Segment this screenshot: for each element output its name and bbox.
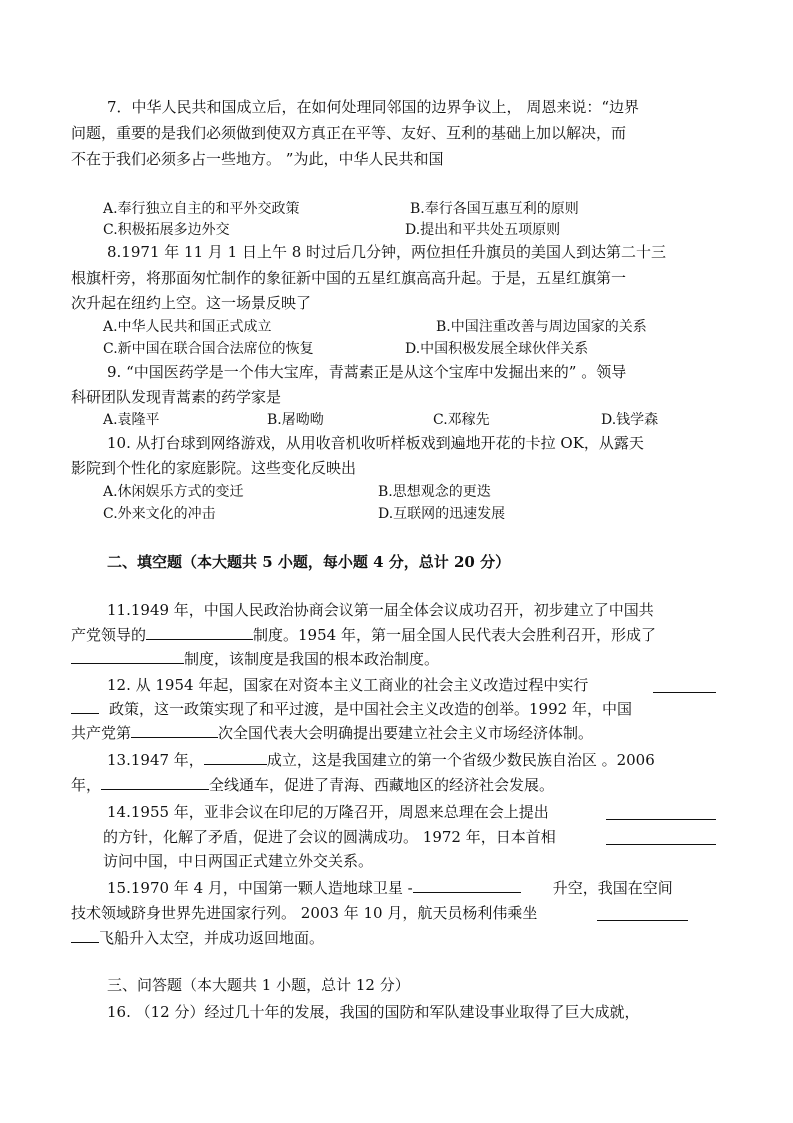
- q11-line3: [71, 648, 439, 670]
- q7-stem-line2: 问题，重要的是我们必须做到使双方真正在平等、友好、互利的基础上加以解决，而: [71, 124, 627, 142]
- q12-line2: [71, 698, 632, 720]
- q10-option-d: D.互联网的迅速发展: [378, 506, 506, 522]
- q9-option-a: A.袁隆平: [103, 412, 160, 428]
- q14-line3: 访问中国，中日两国正式建立外交关系。: [103, 852, 374, 870]
- q9-option-b: B.屠呦呦: [267, 412, 324, 428]
- q14-blank-2[interactable]: [606, 830, 716, 845]
- q11-line2-end: 制度。1954 年，第一届全国人民代表大会胜利召开，形成了: [253, 626, 656, 644]
- q15-line1-end: 升空，我国在空间: [552, 879, 673, 897]
- q11-blank-2[interactable]: [71, 649, 184, 664]
- q12-blank-2[interactable]: [131, 723, 218, 738]
- section-3-heading: 三、问答题（本大题共 1 小题，总计 12 分）: [107, 976, 410, 994]
- q13-line1: [107, 749, 655, 771]
- q7-stem-line1: 7．中华人民共和国成立后，在如何处理同邻国的边界争议上， 周恩来说：“边界: [107, 98, 639, 116]
- q15-line1: [107, 877, 673, 899]
- q8-stem-line1: 8.1971 年 11 月 1 日上午 8 时过后几分钟，两位担任升旗员的美国人到达第二十三: [107, 243, 667, 261]
- q15-blank-1[interactable]: [413, 878, 521, 893]
- q15-line3-end: 飞船升入太空，并成功返回地面。: [99, 929, 325, 947]
- q12-line3: [71, 722, 593, 744]
- q11-blank-1[interactable]: [146, 625, 253, 640]
- q9-option-d: D.钱学森: [601, 412, 659, 428]
- q15-line3: [71, 927, 324, 949]
- q15-line1-start: 15.1970 年 4 月，中国第一颗人造地球卫星 -: [107, 879, 413, 897]
- q13-line2-end: 全线通车，促进了青海、西藏地区的经济社会发展。: [209, 776, 555, 794]
- q10-option-a: A.休闲娱乐方式的变迁: [103, 484, 244, 500]
- q14-line2: 的方针，化解了矛盾，促进了会议的圆满成功。 1972 年，日本首相: [103, 828, 556, 846]
- q12-blank-1b[interactable]: [71, 699, 99, 714]
- q7-stem-line3: 不在于我们必须多占一些地方。 ”为此，中华人民共和国: [71, 150, 444, 168]
- q9-option-c: C.邓稼先: [433, 412, 490, 428]
- q8-option-d: D.中国积极发展全球伙伴关系: [405, 341, 589, 357]
- q9-stem-line1: 9. “中国医药学是一个伟大宝库，青蒿素正是从这个宝库中发掘出来的” 。领导: [107, 363, 627, 381]
- q7-option-a: A.奉行独立自主的和平外交政策: [103, 201, 300, 217]
- q8-option-a: A.中华人民共和国正式成立: [103, 319, 272, 335]
- q12-line1-text: 12. 从 1954 年起，国家在对资本主义工商业的社会主义改造过程中实行: [107, 676, 589, 694]
- q13-blank-1[interactable]: [204, 750, 267, 765]
- q7-option-c: C.积极拓展多边外交: [103, 222, 230, 238]
- q12-line3-end: 次全国代表大会明确提出要建立社会主义市场经济体制。: [218, 724, 594, 742]
- q8-option-c: C.新中国在联合国合法席位的恢复: [103, 341, 314, 357]
- q14-line1: 14.1955 年，亚非会议在印尼的万隆召开，周恩来总理在会上提出: [107, 803, 549, 821]
- q13-blank-2[interactable]: [101, 775, 209, 790]
- q12-blank-1a[interactable]: [653, 678, 716, 693]
- q11-line3-end: 制度，该制度是我国的根本政治制度。: [184, 650, 440, 668]
- q12-line2-text: 政策，这一政策实现了和平过渡，是中国社会主义改造的创举。1992 年，中国: [109, 700, 632, 718]
- q10-option-c: C.外来文化的冲击: [103, 506, 216, 522]
- q8-stem-line3: 次升起在纽约上空。这一场景反映了: [71, 294, 312, 312]
- q15-blank-2a[interactable]: [597, 906, 688, 921]
- q16-line1: 16. （12 分）经过几十年的发展，我国的国防和军队建设事业取得了巨大成就，: [107, 1003, 640, 1021]
- q13-line1-end: 成立，这是我国建立的第一个省级少数民族自治区 。2006: [266, 751, 655, 769]
- q11-line1: 11.1949 年，中国人民政治协商会议第一届全体会议成功召开，初步建立了中国共: [107, 601, 654, 619]
- q7-option-d: D.提出和平共处五项原则: [405, 222, 561, 238]
- q14-blank-1[interactable]: [606, 805, 716, 820]
- q11-line2-start: 产党领导的: [71, 626, 147, 644]
- q8-option-b: B.中国注重改善与周边国家的关系: [436, 319, 647, 335]
- q11-line2: [71, 624, 656, 646]
- q12-line1: [107, 674, 588, 696]
- q13-line1-start: 13.1947 年，: [107, 751, 204, 769]
- q12-line3-start: 共产党第: [71, 724, 132, 742]
- q7-option-b: B.奉行各国互惠互利的原则: [410, 201, 579, 217]
- q10-stem-line1: 10. 从打台球到网络游戏，从用收音机收听样板戏到遍地开花的卡拉 OK，从露天: [107, 434, 644, 452]
- q10-stem-line2: 影院到个性化的家庭影院。这些变化反映出: [71, 459, 357, 477]
- section-2-heading: 二、填空题（本大题共 5 小题，每小题 4 分，总计 20 分）: [107, 553, 511, 571]
- q10-option-b: B.思想观念的更迭: [378, 484, 491, 500]
- q9-stem-line2: 科研团队发现青蒿素的药学家是: [71, 388, 282, 406]
- q13-line2-start: 年，: [71, 776, 102, 794]
- q8-stem-line2: 根旗杆旁，将那面匆忙制作的象征新中国的五星红旗高高升起。于是，五星红旗第一: [71, 269, 627, 287]
- q15-line2: 技术领域跻身世界先进国家行列。 2003 年 10 月，航天员杨利伟乘坐: [71, 904, 538, 922]
- q15-blank-2b[interactable]: [71, 928, 99, 943]
- q13-line2: [71, 774, 554, 796]
